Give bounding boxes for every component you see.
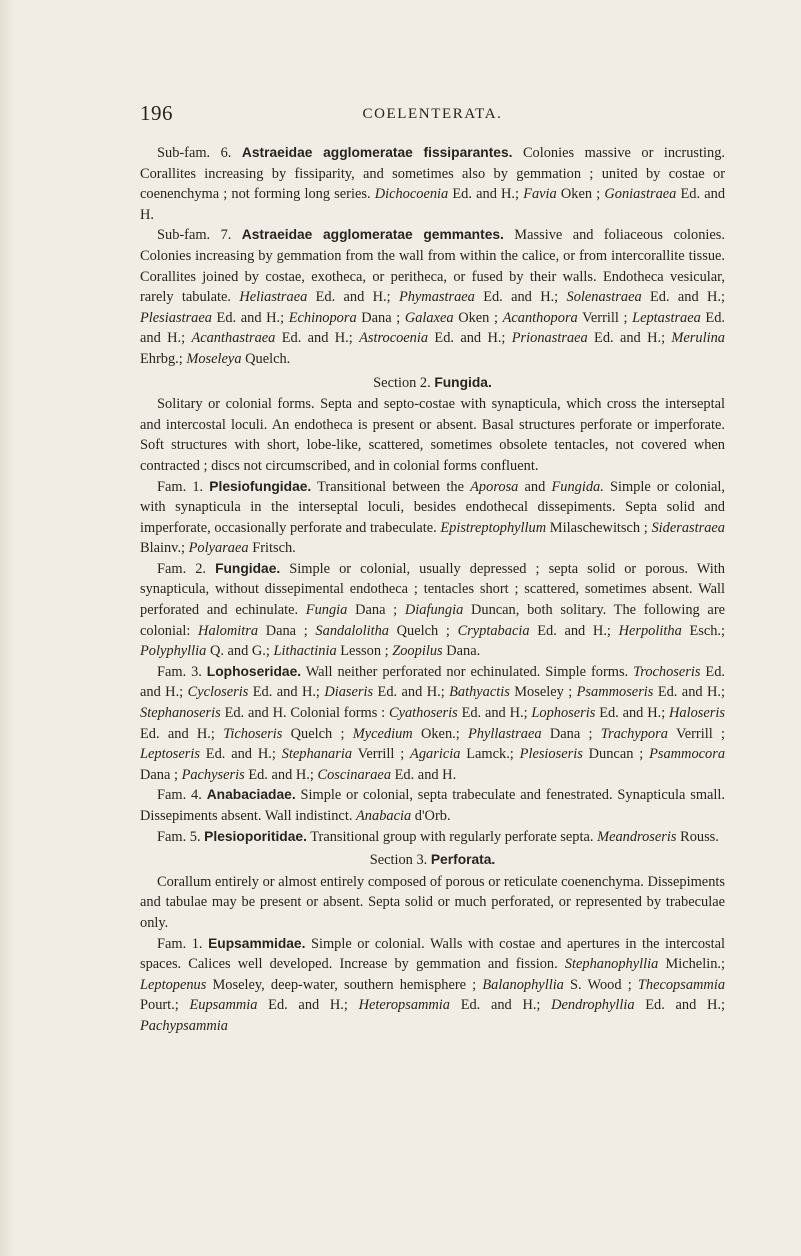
text-run: and	[518, 478, 552, 495]
text-run: Ed. and H.;	[140, 725, 224, 742]
text-run: Simple or colonial, septa trabeculate and fenestrated. Synapticula small. Dissepiments absent. Wall indistinct.	[140, 787, 725, 824]
text-run: Dana ;	[356, 309, 405, 326]
genus-name: Astrocoenia	[359, 330, 429, 347]
genus-name: Cyathoseris	[388, 705, 458, 722]
genus-name: Trochoseris	[633, 663, 701, 680]
text-run: d'Orb.	[411, 808, 451, 824]
text-run: Ed. and H.;	[140, 309, 726, 347]
genus-name: Cryptabacia	[457, 622, 530, 639]
text-run: Solitary or colonial forms. Septa and septo-costae with synapticula, which cross the interseptal and intercostal loculi. An endotheca is present or absent. Basal structures perforate or imperforate. Soft structures with short, lobe-like, scattered, sometimes obsolete tentacles, not covered when contracted ; discs not circumscribed, and in colonial forms confluent.	[140, 396, 725, 474]
text-run: Ed. and H.;	[450, 997, 552, 1014]
genus-name: Acanthastraea	[191, 330, 276, 347]
bold-term: Plesiofungidae.	[209, 478, 312, 494]
bold-term: Astraeidae agglomeratae fissiparantes.	[241, 145, 513, 160]
text-run: Moseley ;	[509, 684, 577, 701]
text-run: Colonies massive or incrusting. Corallites increasing by fissiparity, and sometimes also by gemmation ; united by costae or coenenchyma ; not forming long series.	[140, 145, 725, 203]
text-run: Fam. 3.	[157, 663, 207, 680]
genus-name: Heliastraea	[239, 289, 308, 306]
text-run: Ed. and H.;	[428, 330, 512, 347]
text-run: Q. and G.;	[206, 643, 274, 660]
paragraph	[140, 662, 725, 786]
genus-name: Galaxea	[404, 309, 454, 326]
text-run: Lamck.;	[460, 746, 520, 763]
genus-name: Plesiastraea	[140, 309, 212, 326]
paragraph	[140, 785, 725, 826]
text-run: Ed. and H.;	[307, 289, 399, 306]
genus-name: Goniastraea	[604, 186, 677, 203]
body-text	[140, 143, 725, 1037]
text-run: Ed. and H.;	[457, 705, 532, 722]
bold-term: Plesioporitidae.	[204, 828, 307, 844]
text-run: Quelch.	[241, 350, 291, 367]
text-run: Oken ;	[453, 309, 503, 326]
text-run: Ed. and H.;	[199, 746, 282, 763]
text-run: Ed. and H.	[391, 766, 457, 783]
genus-name: Favia	[523, 186, 557, 203]
text-run: Transitional between the	[311, 478, 471, 495]
genus-name: Lithactinia	[273, 643, 337, 660]
genus-name: Leptopenus	[140, 976, 207, 993]
text-run: Duncan, both solitary. The following are colonial:	[140, 602, 726, 639]
genus-name: Solenastraea	[566, 289, 642, 306]
genus-name: Heteropsammia	[358, 997, 450, 1014]
text-run: Ed. and H.;	[587, 330, 672, 347]
text-run: Verrill ;	[577, 309, 633, 326]
genus-name: Eupsammia	[189, 997, 258, 1014]
paragraph	[140, 559, 725, 662]
genus-name: Stephanophyllia	[564, 956, 659, 973]
genus-name: Phymastraea	[398, 289, 475, 306]
text-run: Ed. and H.;	[140, 663, 725, 701]
bold-term: Anabaciadae.	[206, 787, 296, 803]
text-run: Simple or colonial. Walls with costae and apertures in the intercostal spaces. Calices well developed. Increase by gemmation and fission.	[140, 935, 725, 973]
genus-name: Siderastraea	[651, 519, 725, 536]
text-run: Rouss.	[676, 828, 719, 845]
text-run: Dana.	[442, 643, 481, 660]
genus-name: Prionastraea	[511, 330, 588, 347]
genus-name: Polyaraea	[188, 540, 249, 557]
text-run: Dana ;	[258, 622, 316, 639]
text-run: Ed. and H.;	[595, 705, 670, 722]
text-run: Dana ;	[140, 766, 182, 783]
genus-name: Merulina	[671, 330, 725, 347]
text-run: Fam. 1.	[157, 478, 210, 495]
paragraph	[140, 872, 725, 934]
text-run: Lesson ;	[336, 643, 393, 660]
text-run: Fam. 1.	[157, 935, 209, 952]
bold-term: Eupsammidae.	[208, 935, 306, 951]
text-run: Wall neither perforated nor echinulated. Simple forms.	[301, 663, 634, 680]
paragraph	[140, 827, 725, 848]
genus-name: Fungia	[305, 602, 348, 619]
genus-name: Balanophyllia	[482, 976, 564, 993]
text-run: Ed. and H.;	[257, 997, 359, 1014]
text-run: Ed. and H.;	[211, 309, 289, 326]
text-run: Ed. and H.;	[448, 186, 524, 203]
text-run: Fritsch.	[248, 540, 296, 557]
genus-name: Dendrophyllia	[551, 997, 635, 1014]
genus-name: Diaseris	[324, 684, 374, 701]
text-run: Ed. and H. Colonial forms :	[220, 705, 389, 722]
genus-name: Bathyactis	[449, 684, 510, 701]
genus-name: Leptoseris	[140, 746, 200, 763]
bold-term: Astraeidae agglomeratae gemmantes.	[241, 227, 504, 243]
text-run: Ed. and H.;	[529, 622, 619, 639]
text-run: Verrill ;	[352, 746, 411, 763]
genus-name: Polyphyllia	[140, 643, 207, 660]
text-run: Massive and foliaceous colonies. Colonies increasing by gemmation from the wall from within the calice, or from intercorallite tissue. Corallites joined by costae, exotheca, or peritheca, or fused by their walls. Endotheca vesicular, rarely tabulate.	[140, 227, 725, 306]
genus-name: Phyllastraea	[468, 725, 542, 742]
text-run: Sub-fam. 6.	[157, 145, 242, 161]
text-run: Ed. and H.;	[653, 684, 725, 701]
genus-name: Stephanoseris	[140, 705, 221, 722]
text-run: Ed. and H.;	[634, 997, 725, 1014]
bold-term: Fungidae.	[215, 560, 281, 576]
genus-name: Sandalolitha	[315, 622, 389, 639]
bold-term: Lophoseridae.	[206, 663, 302, 679]
text-run: Ed. and H.	[140, 186, 726, 223]
text-run: Oken.;	[412, 725, 469, 742]
genus-name: Fungida.	[551, 478, 604, 495]
text-run: Pourt.;	[140, 997, 190, 1014]
genus-name: Lophoseris	[531, 705, 596, 722]
text-run: Section 2.	[373, 374, 435, 391]
bold-term: Perforata.	[430, 852, 496, 868]
genus-name: Dichocoenia	[374, 186, 449, 203]
text-run: Moseley, deep-water, southern hemisphere ;	[206, 976, 483, 993]
text-run: Quelch ;	[282, 725, 353, 742]
text-run: Ed. and H.;	[244, 766, 318, 783]
text-run: Ed. and H.;	[373, 684, 450, 701]
text-run: Simple or colonial, with synapticula in the interseptal loculi, besides endothecal dissepiments. Septa solid and imperforate, occasionally perforate and trabeculate.	[140, 478, 726, 536]
text-run: Corallum entirely or almost entirely composed of porous or reticulate coenenchyma. Dissepiments and tabulae may be present or absent. Septa solid or much perforated, or represented by trabeculae only.	[140, 873, 725, 931]
text-run: Duncan ;	[582, 746, 650, 763]
text-run: Ed. and H.;	[474, 289, 567, 306]
genus-name: Diafungia	[404, 602, 464, 619]
text-run: Fam. 2.	[157, 560, 216, 577]
text-run: S. Wood ;	[563, 976, 638, 993]
genus-name: Cycloseris	[187, 684, 249, 701]
page-number: 196	[140, 101, 173, 125]
text-run: Simple or colonial, usually depressed ; septa solid or porous. With synapticula, without dissepimental endotheca ; tentacles short ; scattered, sometimes absent. Wall perforated and echinulate.	[140, 560, 726, 619]
genus-name: Echinopora	[288, 309, 357, 326]
genus-name: Anabacia	[356, 808, 412, 824]
genus-name: Psammoseris	[576, 684, 654, 701]
genus-name: Plesioseris	[519, 746, 583, 763]
genus-name: Meandroseris	[597, 828, 677, 845]
text-run: Fam. 4.	[157, 787, 207, 804]
genus-name: Agaricia	[410, 746, 461, 763]
running-head: COELENTERATA.	[362, 106, 503, 122]
genus-name: Stephanaria	[281, 746, 353, 763]
paragraph	[140, 477, 725, 559]
genus-name: Aporosa	[470, 478, 519, 495]
genus-name: Acanthopora	[502, 309, 578, 326]
text-run: Dana ;	[541, 725, 601, 742]
genus-name: Psammocora	[649, 746, 726, 763]
genus-name: Zoopilus	[392, 643, 443, 660]
binding-gutter	[0, 0, 14, 1256]
paragraph	[140, 934, 725, 1037]
text-run: Ed. and H.;	[275, 330, 360, 347]
genus-name: Moseleya	[186, 350, 242, 367]
bold-term: Fungida.	[434, 374, 492, 390]
text-run: Transitional group with regularly perforate septa.	[306, 828, 598, 845]
genus-name: Leptastraea	[632, 309, 701, 326]
text-run: Quelch ;	[388, 622, 458, 639]
genus-name: Pachypsammia	[140, 1017, 228, 1034]
genus-name: Coscinaraea	[317, 766, 392, 783]
genus-name: Pachyseris	[181, 766, 245, 783]
section-heading	[140, 373, 725, 394]
text-run: Sub-fam. 7.	[157, 227, 242, 244]
section-heading	[140, 850, 725, 871]
genus-name: Halomitra	[198, 622, 259, 639]
text-run: Ehrbg.;	[140, 350, 187, 367]
text-run: Oken ;	[556, 186, 605, 203]
text-run: Section 3.	[369, 852, 431, 869]
text-run: Verrill ;	[667, 725, 725, 742]
genus-name: Trachypora	[600, 725, 668, 742]
genus-name: Tichoseris	[223, 725, 283, 742]
text-run: Blainv.;	[140, 540, 189, 557]
genus-name: Thecopsammia	[637, 976, 726, 993]
text-run: Esch.;	[681, 622, 726, 639]
genus-name: Mycedium	[352, 725, 413, 742]
text-run: Dana ;	[347, 602, 405, 619]
text-run: Ed. and H.;	[248, 684, 325, 701]
paragraph	[140, 225, 725, 369]
genus-name: Herpolitha	[618, 622, 682, 639]
paragraph	[140, 394, 725, 476]
text-run: Milaschewitsch ;	[546, 519, 652, 536]
genus-name: Haloseris	[669, 705, 725, 722]
genus-name: Epistreptophyllum	[440, 519, 547, 536]
text-run: Ed. and H.;	[641, 289, 725, 306]
text-run: Michelin.;	[658, 956, 725, 973]
text-run: Fam. 5.	[157, 828, 205, 845]
paragraph	[140, 143, 725, 225]
page-header	[140, 98, 725, 128]
